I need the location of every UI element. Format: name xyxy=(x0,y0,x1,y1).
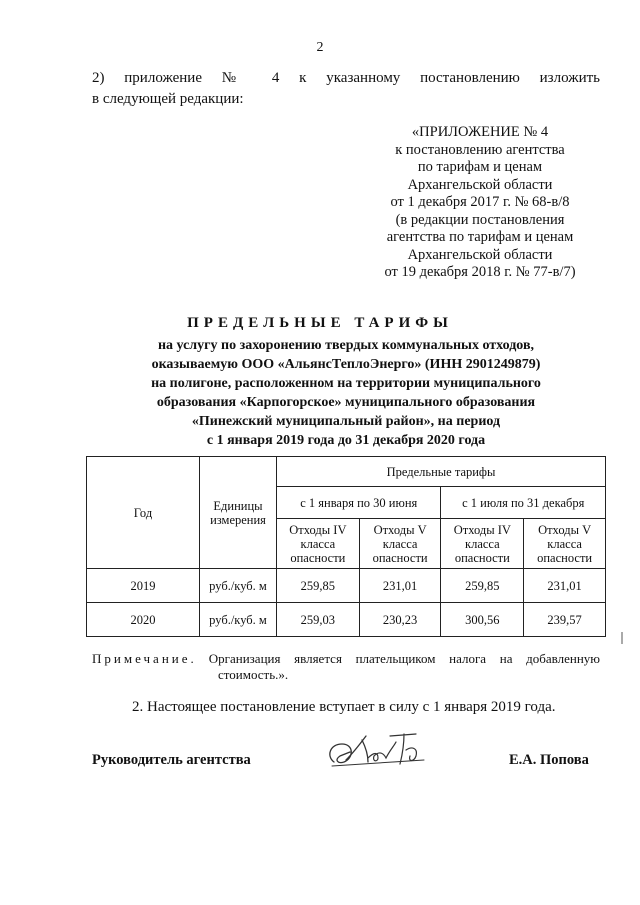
subtitle-line: на полигоне, расположенном на территории муниципального xyxy=(151,376,541,391)
subtitle-line: образования «Карпогорское» муниципального образования xyxy=(156,395,536,410)
appendix-line: агентства по тарифам и ценам xyxy=(386,229,574,245)
handwritten-signature xyxy=(320,722,440,778)
note-text-line-2: стоимость.». xyxy=(218,667,289,682)
signatory-position: Руководитель агентства xyxy=(92,752,251,768)
tariff-title: ПРЕДЕЛЬНЫЕ ТАРИФЫ xyxy=(187,315,453,331)
subtitle-line: на услугу по захоронению твердых коммунальных отходов, xyxy=(157,338,535,353)
header-period-2: с 1 июля по 31 декабря xyxy=(441,487,606,519)
scan-edge-mark xyxy=(618,632,626,644)
appendix-line: к постановлению агентства xyxy=(395,141,565,158)
appendix-line: от 19 декабря 2018 г. № 77-в/7) xyxy=(384,264,576,280)
page-number: 2 xyxy=(316,40,324,55)
header-waste-5-p2: Отходы V класса опасности xyxy=(524,519,606,569)
subtitle-line: «Пинежский муниципальный район», на период xyxy=(191,414,501,429)
cell-value: 239,57 xyxy=(524,603,606,637)
appendix-line: Архангельской области xyxy=(407,246,553,263)
subtitle-line: оказываемую ООО «АльянсТеплоЭнерго» (ИНН 2901249879) xyxy=(151,357,541,372)
header-waste-5-p1: Отходы V класса опасности xyxy=(359,519,441,569)
appendix-line: «ПРИЛОЖЕНИЕ № 4 xyxy=(411,124,549,140)
table-row xyxy=(87,603,606,637)
signatory-name: Е.А. Попова xyxy=(509,752,589,768)
appendix-header xyxy=(360,124,600,282)
header-period-1: с 1 января по 30 июня xyxy=(277,487,441,519)
appendix-line: Архангельской области xyxy=(407,176,553,193)
cell-year: 2019 xyxy=(87,569,200,603)
cell-value: 231,01 xyxy=(524,569,606,603)
header-unit: Единицы измерения xyxy=(200,457,277,569)
table-row xyxy=(87,569,606,603)
cell-value: 231,01 xyxy=(359,569,441,603)
appendix-line: (в редакции постановления xyxy=(395,211,565,228)
cell-value: 300,56 xyxy=(441,603,524,637)
appendix-line: от 1 декабря 2017 г. № 68-в/8 xyxy=(390,194,570,210)
cell-value: 259,85 xyxy=(441,569,524,603)
cell-unit: руб./куб. м xyxy=(200,569,277,603)
cell-value: 259,03 xyxy=(277,603,360,637)
paragraph-1-line-2: в следующей редакции: xyxy=(92,91,244,107)
cell-year: 2020 xyxy=(87,603,200,637)
header-year: Год xyxy=(87,457,200,569)
header-waste-4-p1: Отходы IV класса опасности xyxy=(277,519,360,569)
cell-unit: руб./куб. м xyxy=(200,603,277,637)
paragraph-1-line-1: 2) приложение № 4 к указанному постановлению изложить xyxy=(92,70,600,86)
cell-value: 230,23 xyxy=(359,603,441,637)
cell-value: 259,85 xyxy=(277,569,360,603)
tariff-subtitle xyxy=(92,336,600,450)
note xyxy=(92,651,600,683)
paragraph-2: 2. Настоящее постановление вступает в силу с 1 января 2019 года. xyxy=(132,699,556,715)
note-label: Примечание. xyxy=(92,651,197,666)
subtitle-line: с 1 января 2019 года до 31 декабря 2020 года xyxy=(206,433,486,448)
header-waste-4-p2: Отходы IV класса опасности xyxy=(441,519,524,569)
note-text-line-1: Организация является плательщиком налога на добавленную xyxy=(208,651,600,666)
tariffs-table xyxy=(86,456,606,637)
header-tariffs: Предельные тарифы xyxy=(277,457,606,487)
appendix-line: по тарифам и ценам xyxy=(417,159,543,175)
